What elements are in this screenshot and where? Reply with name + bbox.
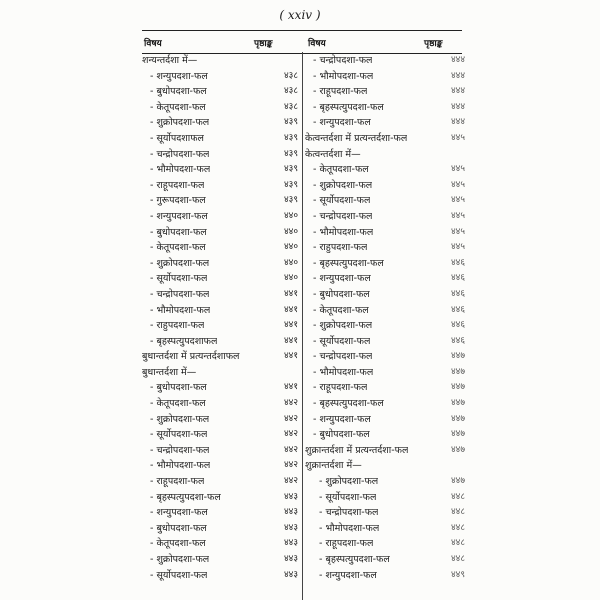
toc-entry-label: - राहूपदशा-फल [150,476,205,488]
toc-entry-label: - केतूपदशा-फल [150,101,206,113]
toc-entry [142,490,300,506]
toc-entry-page: ४४२ [283,444,298,455]
toc-entry-label: - चन्द्रोपदशा-फल [313,351,373,363]
toc-entry-label: - बृहस्पत्युपदशा-फल [313,398,384,410]
toc-entry [305,225,463,241]
toc-entry [142,53,300,69]
toc-entry-label: - भौमोपदशा-फल [150,164,211,176]
toc-entry [305,115,463,131]
toc-entry-label: - बृहस्पत्युपदशा-फल [313,257,384,269]
toc-entry [142,303,300,319]
table-of-contents [142,30,465,600]
toc-entry-page: ४४५ [450,242,465,253]
toc-entry-label: - चन्द्रोपदशा-फल [150,288,210,300]
toc-entry-page: ४४१ [283,288,298,299]
toc-entry-label: - सूर्योपदशा-फल [150,429,208,441]
toc-entry-page: ४४० [283,273,298,284]
toc-entry-label: - शुक्रोपदशा-फल [150,413,210,425]
toc-entry [142,178,300,194]
toc-entry [142,256,300,272]
toc-entry-page: ४४२ [283,429,298,440]
left-page-header: पृष्ठाङ्क [254,39,273,49]
toc-entry-page: ४४६ [450,257,465,268]
toc-entry-label: बुधान्तर्दशा में— [142,366,197,378]
toc-entry-label: - बृहस्पत्युपदशाफल [150,335,218,347]
toc-entry [305,303,463,319]
toc-entry-page: ४४५ [450,226,465,237]
toc-entry-label: - शुक्रोपदशा-फल [150,554,210,565]
toc-entry [305,505,463,521]
toc-entry [305,53,463,69]
toc-entry [305,240,463,256]
toc-entry-page: ४४१ [283,320,298,331]
toc-entry [305,568,463,584]
toc-entry-page: ४४१ [283,382,298,393]
toc-entry [142,318,300,334]
toc-entry-page: ४३८ [283,101,298,112]
toc-entry [142,412,300,428]
toc-entry-label: - बुधोपदशा-फल [150,382,207,394]
toc-entry-page: ४४६ [450,273,465,284]
toc-entry-label: शुक्रान्तर्दशा में— [305,460,362,472]
toc-entry [305,334,463,350]
toc-entry-page: ४३९ [283,164,298,175]
toc-entry [305,521,463,537]
toc-entry [305,193,463,209]
toc-entry-page: ४४८ [450,538,465,549]
toc-entry-label: - शुक्रोपदशा-फल [313,179,373,191]
toc-entry-page: ४३८ [283,86,298,97]
toc-entry-page: ४४४ [450,86,465,97]
toc-entry-label: - चन्द्रोपदशा-फल [313,210,373,222]
toc-entry [305,380,463,396]
toc-entry-page: ४४५ [450,210,465,221]
toc-entry-label: - शन्युपदशा-फल [313,273,371,285]
toc-entry-page: ४४३ [283,538,298,549]
toc-entry [305,458,463,474]
toc-entry [142,162,300,178]
toc-entry-label: - शुक्रोपदशा-फल [150,117,210,129]
toc-entry [305,318,463,334]
toc-entry-page: ४४६ [450,288,465,299]
toc-entry-label: - भौमोपदशा-फल [313,70,374,82]
toc-entry-label: - भौमोपदशा-फल [319,522,380,534]
toc-entry-page: ४३९ [283,132,298,143]
toc-entry-label: केत्वन्तर्दशा में— [305,148,361,160]
toc-entry [305,209,463,225]
toc-entry-label: - शुक्रोपदशा-फल [150,257,210,269]
toc-entry [142,396,300,412]
toc-entry-label: - बुधोपदशा-फल [313,288,370,300]
toc-entry-label: - भौमोपदशा-फल [313,366,374,378]
toc-entry-page: ४४३ [283,554,298,564]
toc-entry-page: ४३९ [283,179,298,190]
toc-entry-label: - सूर्योपदशा-फल [150,569,208,581]
toc-entry [142,115,300,131]
toc-entry-page: ४४० [283,242,298,253]
toc-entry-label: - शन्युपदशा-फल [319,569,377,581]
toc-entry-page: ४४८ [450,491,465,502]
toc-entry [142,365,300,381]
toc-entry-label: - शुक्रोपदशा-फल [313,320,373,332]
toc-entry [142,536,300,552]
toc-entry-label: - बुधोपदशा-फल [150,226,207,238]
toc-entry [142,240,300,256]
toc-entry-page: ४४१ [283,351,298,362]
toc-entry-label: - शन्युपदशा-फल [150,210,208,222]
toc-entry-page: ४३९ [283,117,298,128]
toc-entry-label: - शन्युपदशा-फल [150,70,208,82]
toc-entry [142,209,300,225]
toc-entry [305,396,463,412]
toc-entry-page: ४४२ [283,460,298,471]
toc-entry-label: केत्वन्तर्दशा में प्रत्यन्तर्दशा-फल [305,132,408,144]
toc-entry [305,271,463,287]
toc-entry [305,474,463,490]
toc-entry-label: - बृहस्पत्युपदशा-फल [319,554,390,565]
toc-entry [142,380,300,396]
right-column [305,53,463,583]
toc-entry-page: ४४५ [450,195,465,206]
toc-entry-page: ४४४ [450,70,465,81]
toc-entry-label: - चन्द्रोपदशा-फल [313,55,373,66]
toc-entry-page: ४४३ [283,569,298,580]
toc-entry-page: ४४० [283,257,298,268]
toc-entry-page: ४४९ [450,569,465,580]
toc-entry [305,552,463,568]
toc-entry-page: ४४७ [450,366,465,377]
toc-entry [305,287,463,303]
toc-entry-page: ४३८ [283,70,298,81]
toc-entry [142,100,300,116]
toc-entry [305,131,463,147]
toc-entry [142,147,300,163]
toc-entry-page: ४४६ [450,320,465,331]
left-subject-header: विषय [144,39,162,49]
page-number-header: ( xxiv ) [279,8,321,22]
toc-entry-page: ४४६ [450,304,465,315]
toc-entry-page: ४४७ [450,382,465,393]
toc-entry-page: ४४१ [283,335,298,346]
toc-entry-page: ४४५ [450,164,465,175]
toc-entry [305,69,463,85]
toc-entry-page: ४४० [283,226,298,237]
toc-entry-label: बुधान्तर्दशा में प्रत्यन्तर्दशाफल [142,351,240,363]
toc-entry-page: ४४८ [450,507,465,518]
toc-entry-label: - केतूपदशा-फल [150,538,206,550]
toc-entry [305,365,463,381]
toc-entry [305,84,463,100]
column-divider [302,52,303,600]
toc-entry [142,427,300,443]
toc-entry-label: - सूर्योपदशा-फल [150,273,208,285]
toc-entry-label: - केतूपदशा-फल [313,304,369,316]
toc-entry [305,162,463,178]
toc-entry-label: - चन्द्रोपदशा-फल [150,444,210,456]
toc-entry-label: - बृहस्पत्युपदशा-फल [150,491,221,503]
toc-entry-label: - राहूपदशा-फल [150,179,205,191]
toc-entry-label: - चन्द्रोपदशा-फल [319,507,379,519]
toc-entry [305,178,463,194]
toc-entry-page: ४४४ [450,55,465,65]
toc-entry [142,334,300,350]
toc-entry-label: - सूर्योपदशाफल [150,132,204,144]
toc-entry-label: - राहुपदशा-फल [313,242,368,254]
toc-entry [142,458,300,474]
toc-entry-label: - केतूपदशा-फल [150,242,206,254]
toc-entry-label: - बुधोपदशा-फल [313,429,370,441]
toc-entry [142,225,300,241]
toc-entry [142,443,300,459]
toc-entry [305,256,463,272]
toc-entry-page: ४४२ [283,413,298,424]
toc-entry [142,271,300,287]
toc-entry-page: ४४२ [283,476,298,487]
toc-entry-page: ४४६ [450,335,465,346]
toc-entry-page: ४४२ [283,398,298,409]
toc-entry-label: - भौमोपदशा-फल [150,304,211,316]
column-header-row [142,30,462,54]
toc-entry-label: - शन्युपदशा-फल [313,117,371,129]
toc-entry [305,427,463,443]
toc-entry-page: ४४४ [450,117,465,128]
toc-entry-page: ४४३ [283,522,298,533]
toc-entry [142,287,300,303]
toc-entry [142,505,300,521]
toc-entry [142,568,300,584]
toc-entry-label: - चन्द्रोपदशा-फल [150,148,210,160]
toc-entry-label: - भौमोपदशा-फल [313,226,374,238]
toc-entry [305,443,463,459]
toc-entry-label: - सूर्योपदशा-फल [319,491,377,503]
toc-entry [305,147,463,163]
toc-entry-label: - बुधोपदशा-फल [150,522,207,534]
toc-entry [142,349,300,365]
right-subject-header: विषय [308,39,326,49]
toc-entry [305,349,463,365]
toc-entry-page: ४४० [283,210,298,221]
toc-entry [142,552,300,568]
toc-entry-label: - शुक्रोपदशा-फल [319,476,379,488]
toc-entry-label: - शन्युपदशा-फल [150,507,208,519]
toc-entry-label: - केतूपदशा-फल [150,398,206,410]
toc-entry [305,412,463,428]
toc-entry-label: - राहूपदशा-फल [319,538,374,550]
toc-entry [142,131,300,147]
toc-entry-page: ४४५ [450,179,465,190]
toc-entry-page: ४४८ [450,522,465,533]
toc-entry-page: ४४३ [283,491,298,502]
toc-entry-page: ४४७ [450,398,465,409]
toc-entry [142,84,300,100]
toc-entry-page: ४४७ [450,413,465,424]
toc-entry-label: - बृहस्पत्युपदशा-फल [313,101,384,113]
toc-entry-label: शुक्रान्तर्दशा में प्रत्यन्तर्दशा-फल [305,444,409,456]
toc-entry-label: - राहुपदशा-फल [150,320,205,332]
toc-entry-page: ४४७ [450,351,465,362]
toc-entry-label: - भौमोपदशा-फल [150,460,211,472]
toc-entry-page: ४४८ [450,554,465,564]
toc-entry-page: ४४१ [283,304,298,315]
toc-entry-label: - सूर्योपदशा-फल [313,335,371,347]
toc-entry-page: ४३९ [283,195,298,206]
toc-entry-page: ४४७ [450,476,465,487]
toc-entry [305,490,463,506]
right-page-header: पृष्ठाङ्क [424,39,443,49]
toc-entry-label: शन्यन्तर्दशा में— [142,55,198,66]
toc-entry [305,536,463,552]
toc-entry-label: - गुरूपदशा-फल [150,195,206,207]
toc-entry [142,69,300,85]
toc-entry-page: ४४७ [450,429,465,440]
left-column [142,53,300,583]
toc-entry-page: ४४३ [283,507,298,518]
toc-entry-label: - सूर्योपदशा-फल [313,195,371,207]
toc-entry-label: - राहूपदशा-फल [313,86,368,98]
toc-entry-page: ४४७ [450,444,465,455]
toc-entry-page: ४४५ [450,132,465,143]
toc-entry-page: ४३९ [283,148,298,159]
toc-entry [142,193,300,209]
toc-entry-label: - शन्युपदशा-फल [313,413,371,425]
toc-entry [142,474,300,490]
toc-entry [305,100,463,116]
toc-entry-label: - केतूपदशा-फल [313,164,369,176]
toc-entry-label: - बुधोपदशा-फल [150,86,207,98]
toc-entry-page: ४४४ [450,101,465,112]
toc-entry-label: - राहूपदशा-फल [313,382,368,394]
toc-entry [142,521,300,537]
